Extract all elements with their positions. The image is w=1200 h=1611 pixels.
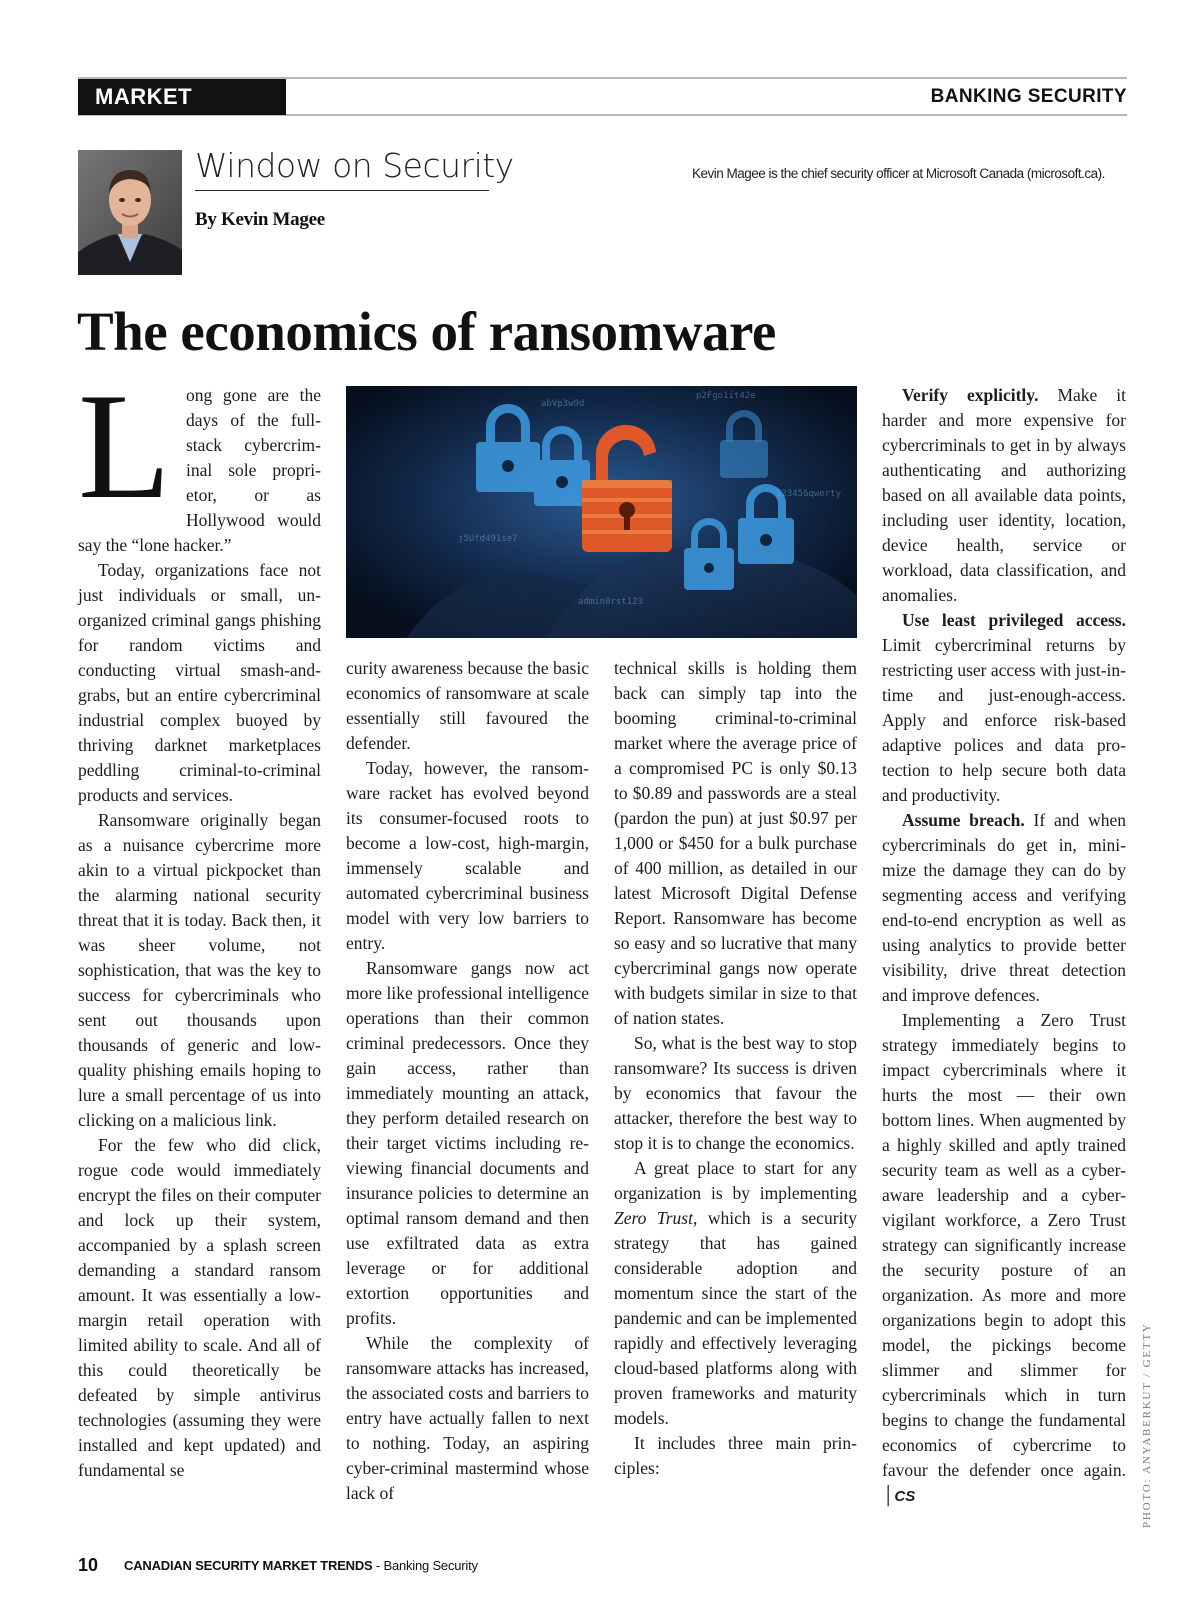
- image-overlay-text: abVp3w9d: [541, 399, 585, 409]
- article-paragraph: Ransomware originally began as a nuisance cybercrime more akin to a virtual pickpocket than the alarming national security threat that it is today. Back then, it was sheer volume, not sophistication, that was the key to success for cybercriminals who sent out thousands upon thousands of generic and low-quality phishing emails hoping to lure a small percentage of us into clicking on a malicious link.: [78, 810, 321, 1130]
- article-paragraph: technical skills is holding them back can simply tap into the booming criminal-to-criminal market where the average price of a compromised PC is only $0.13 to $0.89 and passwords are a steal (pardon the pun) at just $0.97 per 1,000 or $450 for a bulk purchase of 400 million, as detailed in our latest Microsoft Digital Defense Report. Ransomware has become so easy and so lucrative that many cybercriminal gangs now operate with budgets similar in size to that of nation states.: [614, 658, 857, 1028]
- article-column-3: [614, 656, 857, 1481]
- article-column-2: [346, 656, 589, 1506]
- article-paragraph: Today, however, the ransomware racket has evolved beyond its consumer-focused roots to become a low-cost, high-margin, immensely scalable and automated cybercriminal business model with very low barriers to entry.: [346, 758, 589, 953]
- article-paragraph: So, what is the best way to stop ransomware? Its success is driven by economics that favour the attacker, therefore the best way to stop it is to change the economics.: [614, 1033, 857, 1153]
- article-headline: The economics of ransomware: [77, 301, 776, 362]
- column-rule: [195, 190, 489, 191]
- photo-credit: PHOTO: ANYABERKUT / GETTY: [1141, 1322, 1153, 1528]
- article-paragraph: Long gone are the days of the full-stack cybercriminal sole proprietor, or as Hollywood would say the “lone hacker.”: [78, 362, 321, 555]
- image-overlay-text: admin0rst123: [578, 597, 644, 607]
- footer-publication: CANADIAN SECURITY MARKET TRENDS - Banking Security: [124, 1558, 478, 1573]
- ransomware-lock-image: [346, 386, 857, 638]
- image-overlay-text: p2Fgo1it42e: [696, 391, 756, 401]
- principle-paragraph: Verify explicitly. Make it harder and more expensive for cybercriminals to get in by always authenticating and authorizing based on all available data points, including user identity, location, device health, service or workload, data classification, and anomalies.: [882, 385, 1126, 605]
- author-bio: Kevin Magee is the chief security officer at Microsoft Canada (microsoft.ca).: [692, 166, 1105, 181]
- end-mark-logo: CS: [894, 1488, 916, 1505]
- principle-heading: Verify explicitly.: [902, 385, 1039, 405]
- article-paragraph: curity awareness because the basic economics of ransomware at scale essentially still favoured the defender.: [346, 658, 589, 753]
- byline: By Kevin Magee: [195, 209, 325, 230]
- column-name: Window on Security: [195, 146, 514, 185]
- article-paragraph: For the few who did click, rogue code would immediately encrypt the files on their computer and lock up their system, accompanied by a splash screen demanding a standard ransom amount. It was essentially a low-margin retail operation with limited ability to scale. And all of this could theoretically be defeated by simple antivirus technologies (assuming they were installed and kept updated) and fundamental se: [78, 1135, 321, 1480]
- article-paragraph: Implementing a Zero Trust strategy immediately begins to impact cybercriminals where it hurts the most — their own bottom lines. When augmented by a highly skilled and aptly trained security team as well as a cyber-aware leadership and a cyber-vigilant workforce, a Zero Trust strategy can significantly increase the security posture of an organization. As more and more organizations begin to adopt this model, the pickings become slimmer and slimmer for cybercriminals which in turn begins to change the fundamental economics of cybercrime to favour the defender once again. │CS: [882, 1010, 1126, 1505]
- article-paragraph: Ransomware gangs now act more like professional intelligence operations than their common criminal predecessors. Once they gain access, rather than immediately mounting an attack, they perform detailed research on their target victims including reviewing financial documents and insurance policies to determine an optimal ransom demand and then use exfiltrated data as extra leverage or for additional extortion opportunities and profits.: [346, 958, 589, 1328]
- article-paragraph: A great place to start for any organization is by implementing Zero Trust, which is a security strategy that has gained considerable adoption and momentum since the start of the pandemic and can be implemented rapidly and effectively leveraging cloud-based platforms along with proven frameworks and maturity models.: [614, 1158, 857, 1428]
- drop-cap: L: [78, 362, 171, 530]
- principle-heading: Assume breach.: [902, 810, 1025, 830]
- author-photo: [78, 150, 182, 275]
- article-paragraph: Today, organizations face not just individuals or small, unorganized criminal gangs phishing for random victims and conducting virtual smash-and-grabs, but an entire cybercriminal industrial complex buoyed by thriving darknet marketplaces peddling criminal-to-criminal products and services.: [78, 560, 321, 805]
- principle-paragraph: Use least privileged access. Limit cybercriminal returns by restricting user access with just-in-time and just-enough-access. Apply and enforce risk-based adaptive polices and data protection to help secure both data and productivity.: [882, 610, 1126, 805]
- section-title: BANKING SECURITY: [930, 86, 1127, 107]
- principle-paragraph: Assume breach. If and when cybercriminals do get in, minimize the damage they can do by segmenting access and verifying end-to-end encryption as well as using analytics to provide better visibility, drive threat detection and improve defences.: [882, 810, 1126, 1005]
- section-tag: MARKET TRENDS: [78, 79, 286, 115]
- image-overlay-text: 123456qwerty: [776, 489, 842, 499]
- article-column-4: [882, 383, 1126, 1509]
- image-overlay-text: j5Ufd491se7: [458, 534, 518, 544]
- principle-heading: Use least privileged access.: [902, 610, 1126, 630]
- article-paragraph: While the complexity of ransomware attacks has increased, the associated costs and barriers to entry have actually fallen to next to nothing. Today, an aspiring cyber-criminal mastermind whose lack of: [346, 1333, 589, 1503]
- article-paragraph: It includes three main principles:: [614, 1433, 857, 1478]
- emphasis-zero-trust: Zero Trust: [614, 1208, 693, 1228]
- page-number: 10: [78, 1555, 99, 1575]
- article-column-1: [78, 362, 321, 1483]
